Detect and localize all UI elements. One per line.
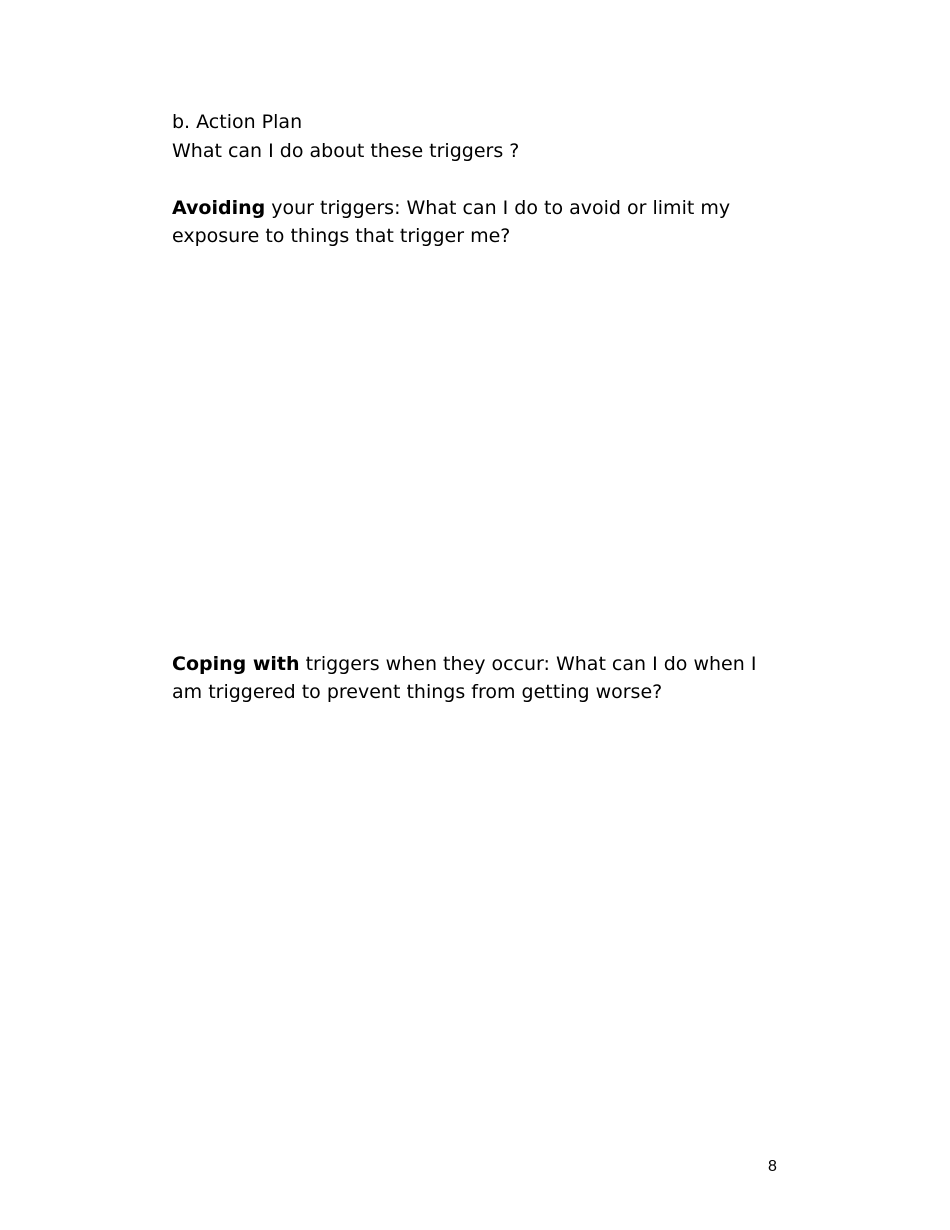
- coping-prompt-line-2: am triggered to prevent things from getting worse?: [172, 681, 663, 703]
- section-question: What can I do about these triggers ?: [172, 140, 520, 162]
- coping-prompt-text: triggers when they occur: What can I do when I: [299, 653, 757, 675]
- avoiding-label: Avoiding: [172, 197, 266, 219]
- page-number: 8: [768, 1158, 777, 1175]
- coping-label: Coping with: [172, 653, 300, 675]
- coping-prompt-line-1: [172, 650, 756, 678]
- avoiding-prompt-line-1: [172, 194, 730, 222]
- avoiding-prompt-text: your triggers: What can I do to avoid or limit my: [265, 197, 731, 219]
- section-heading: b. Action Plan: [172, 111, 303, 133]
- avoiding-prompt-line-2: exposure to things that trigger me?: [172, 225, 511, 247]
